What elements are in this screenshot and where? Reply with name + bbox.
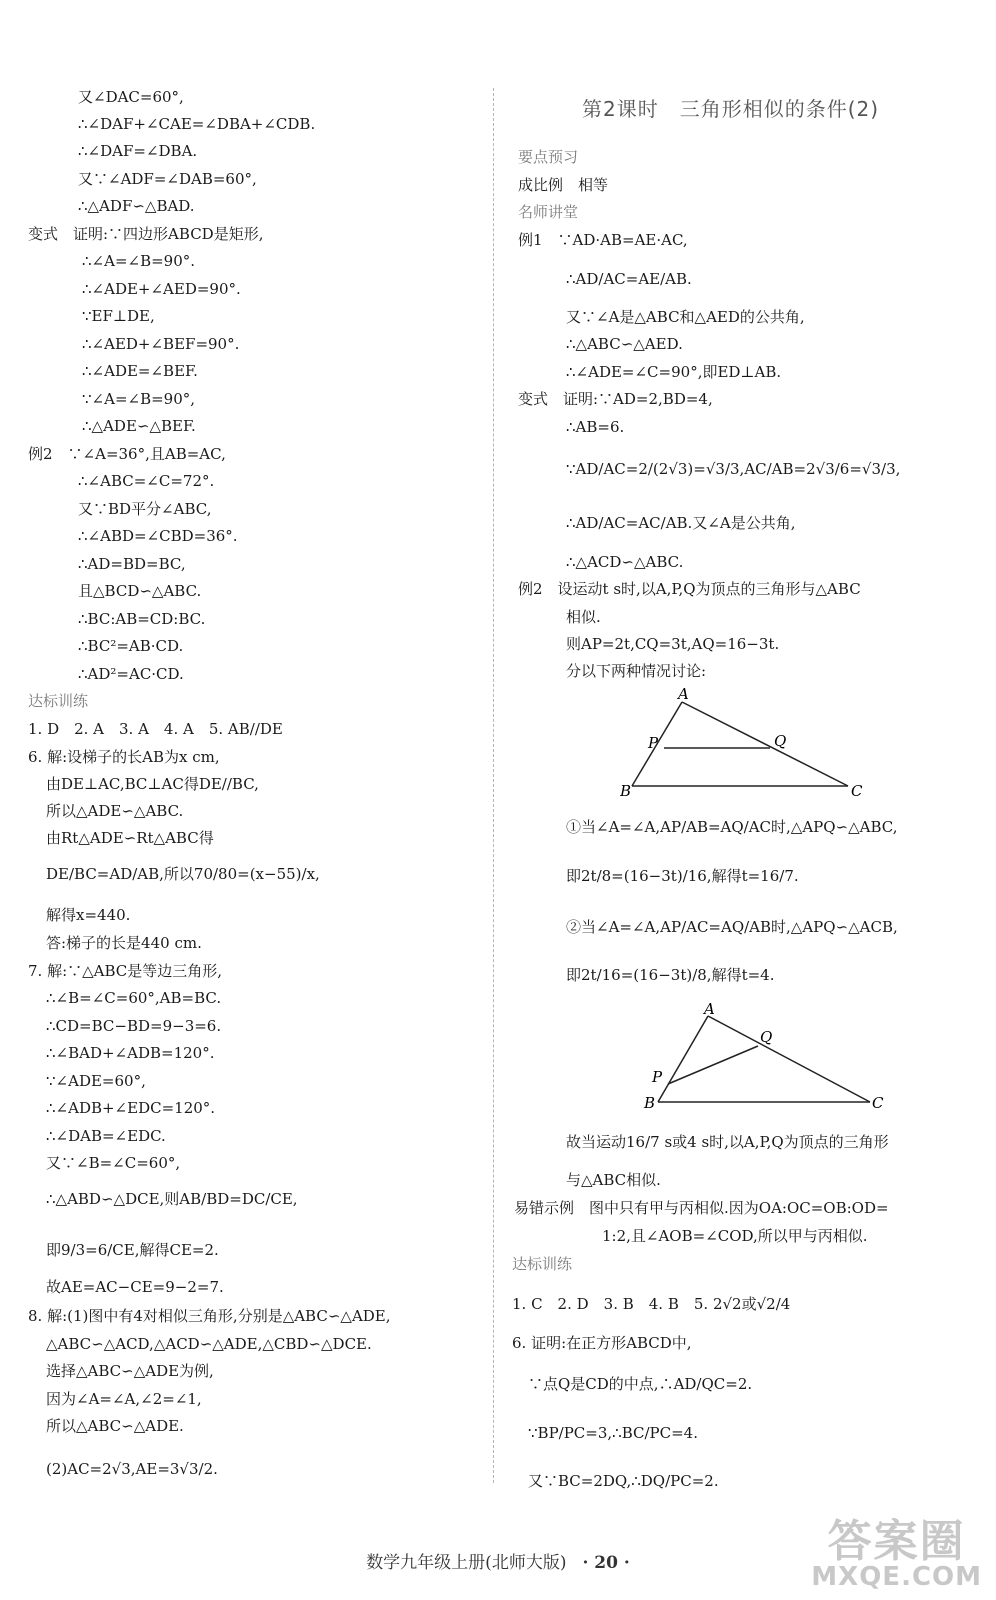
answer-line-14: 分以下两种情况讨论:	[566, 662, 707, 680]
answer-line-31: ∴∠B=∠C=60°,AB=BC.	[46, 989, 222, 1007]
answer-line-21: 易错示例 图中只有甲与丙相似.因为OA:OC=OB:OD=	[514, 1199, 889, 1217]
watermark-line-2: MXQE.COM	[811, 1562, 982, 1592]
fig2-label-q: Q	[760, 1028, 773, 1046]
fig1-label-c: C	[851, 782, 863, 800]
section-heading-2: 达标训练	[512, 1255, 573, 1273]
answer-line-11: ∵∠A=∠B=90°,	[82, 390, 196, 408]
answer-line-27: DE/BC=AD/AB,所以70/80=(x−55)/x,	[46, 865, 320, 883]
section-heading-0: 达标训练	[28, 692, 89, 710]
answer-line-0: 又∠DAC=60°,	[78, 88, 184, 106]
answer-line-6: ∴∠A=∠B=90°.	[82, 252, 196, 270]
answer-line-39: 即9/3=6/CE,解得CE=2.	[46, 1241, 219, 1259]
answer-line-25: ∵点Q是CD的中点,∴AD/QC=2.	[528, 1375, 753, 1393]
answer-line-43: 选择△ABC∽△ADE为例,	[46, 1362, 214, 1380]
answer-line-7: ∴AB=6.	[566, 418, 625, 436]
answer-line-20: ∴BC²=AB·CD.	[78, 637, 184, 655]
answer-line-15: ①当∠A=∠A,AP/AB=AQ/AC时,△APQ∽△ABC,	[566, 818, 898, 836]
section-heading-1: 名师讲堂	[518, 203, 579, 221]
answer-line-18: 且△BCD∽△ABC.	[78, 582, 202, 600]
answer-line-28: 解得x=440.	[46, 906, 131, 924]
answer-line-19: ∴BC:AB=CD:BC.	[78, 610, 206, 628]
answer-line-16: ∴∠ABD=∠CBD=36°.	[78, 527, 238, 545]
answer-line-19: 故当运动16/7 s或4 s时,以A,P,Q为顶点的三角形	[566, 1133, 889, 1151]
answer-line-15: 又∵BD平分∠ABC,	[78, 500, 212, 518]
fig1-label-a: A	[678, 686, 689, 703]
fig2-label-a: A	[704, 1002, 715, 1018]
answer-line-26: ∵BP/PC=3,∴BC/PC=4.	[528, 1424, 698, 1442]
answer-line-32: ∴CD=BC−BD=9−3=6.	[46, 1017, 222, 1035]
answer-line-25: 所以△ADE∽△ABC.	[46, 802, 184, 820]
answer-line-10: ∴△ACD∽△ABC.	[566, 553, 684, 571]
answer-line-8: ∵EF⊥DE,	[82, 307, 155, 325]
answer-line-17: ②当∠A=∠A,AP/AC=AQ/AB时,△APQ∽△ACB,	[566, 918, 898, 936]
answer-line-21: ∴AD²=AC·CD.	[78, 665, 184, 683]
answer-line-36: ∴∠DAB=∠EDC.	[46, 1127, 166, 1145]
answer-line-20: 与△ABC相似.	[566, 1171, 661, 1189]
answer-line-7: ∴∠ADE+∠AED=90°.	[82, 280, 241, 298]
fig2-label-p: P	[652, 1068, 663, 1086]
footer-book-title: 数学九年级上册(北师大版)	[366, 1553, 567, 1573]
answer-line-3: 又∵∠ADF=∠DAB=60°,	[78, 170, 257, 188]
triangle-figure-1	[620, 686, 870, 800]
section-heading-0: 要点预习	[518, 148, 579, 166]
answer-line-17: ∴AD=BD=BC,	[78, 555, 186, 573]
answer-line-6: 变式 证明:∵AD=2,BD=4,	[518, 390, 713, 408]
answer-line-11: 例2 设运动t s时,以A,P,Q为顶点的三角形与△ABC	[518, 580, 861, 598]
answer-line-14: ∴∠ABC=∠C=72°.	[78, 472, 215, 490]
answer-line-38: ∴△ABD∽△DCE,则AB/BD=DC/CE,	[46, 1190, 298, 1208]
answer-line-0: 成比例 相等	[518, 176, 609, 194]
answer-line-34: ∵∠ADE=60°,	[46, 1072, 146, 1090]
answer-line-24: 6. 证明:在正方形ABCD中,	[512, 1334, 692, 1352]
answer-line-29: 答:梯子的长是440 cm.	[46, 934, 202, 952]
answer-line-42: △ABC∽△ACD,△ACD∽△ADE,△CBD∽△DCE.	[46, 1335, 372, 1353]
answer-line-16: 即2t/8=(16−3t)/16,解得t=16/7.	[566, 867, 799, 885]
answer-line-44: 因为∠A=∠A,∠2=∠1,	[46, 1390, 202, 1408]
fig2-label-c: C	[872, 1094, 884, 1112]
answer-line-5: ∴∠ADE=∠C=90°,即ED⊥AB.	[566, 363, 782, 381]
answer-line-2: ∴∠DAF=∠DBA.	[78, 142, 198, 160]
answer-line-18: 即2t/16=(16−3t)/8,解得t=4.	[566, 966, 775, 984]
answer-line-23: 1. C 2. D 3. B 4. B 5. 2√2或√2/4	[512, 1295, 791, 1313]
answer-line-9: ∴∠AED+∠BEF=90°.	[82, 335, 240, 353]
answer-line-5: 变式 证明:∵四边形ABCD是矩形,	[28, 225, 264, 243]
answer-line-22: 1. D 2. A 3. A 4. A 5. AB//DE	[28, 720, 283, 738]
triangle-figure-2	[640, 1002, 890, 1116]
page-number: · 20 ·	[582, 1553, 630, 1573]
fig1-label-p: P	[648, 734, 659, 752]
answer-line-33: ∴∠BAD+∠ADB=120°.	[46, 1044, 215, 1062]
answer-line-37: 又∵∠B=∠C=60°,	[46, 1154, 181, 1172]
answer-line-12: 相似.	[566, 608, 601, 626]
answer-line-1: ∴∠DAF+∠CAE=∠DBA+∠CDB.	[78, 115, 316, 133]
fig1-label-q: Q	[774, 732, 787, 750]
answer-line-4: ∴△ABC∽△AED.	[566, 335, 683, 353]
answer-line-46: (2)AC=2√3,AE=3√3/2.	[46, 1460, 218, 1478]
answer-line-26: 由Rt△ADE∽Rt△ABC得	[46, 829, 214, 847]
answer-line-10: ∴∠ADE=∠BEF.	[82, 362, 198, 380]
lesson-title: 第2课时 三角形相似的条件(2)	[582, 97, 880, 121]
answer-line-12: ∴△ADE∽△BEF.	[82, 417, 196, 435]
answer-line-30: 7. 解:∵△ABC是等边三角形,	[28, 962, 223, 980]
fig1-label-b: B	[620, 782, 632, 800]
answer-line-27: 又∵BC=2DQ,∴DQ/PC=2.	[528, 1472, 719, 1490]
answer-line-4: ∴△ADF∽△BAD.	[78, 197, 195, 215]
answer-line-9: ∴AD/AC=AC/AB.又∠A是公共角,	[566, 514, 796, 532]
answer-line-1: 例1 ∵AD·AB=AE·AC,	[518, 231, 688, 249]
answer-line-13: 则AP=2t,CQ=3t,AQ=16−3t.	[566, 635, 780, 653]
fig2-label-b: B	[644, 1094, 656, 1112]
answer-line-23: 6. 解:设梯子的长AB为x cm,	[28, 748, 220, 766]
answer-line-35: ∴∠ADB+∠EDC=120°.	[46, 1099, 216, 1117]
column-divider	[493, 88, 494, 1483]
answer-line-22: 1:2,且∠AOB=∠COD,所以甲与丙相似.	[602, 1227, 868, 1245]
answer-line-3: 又∵∠A是△ABC和△AED的公共角,	[566, 308, 805, 326]
watermark-logo	[811, 1516, 982, 1592]
answer-line-24: 由DE⊥AC,BC⊥AC得DE//BC,	[46, 775, 259, 793]
answer-line-13: 例2 ∵∠A=36°,且AB=AC,	[28, 445, 226, 463]
answer-line-2: ∴AD/AC=AE/AB.	[566, 270, 692, 288]
answer-line-41: 8. 解:(1)图中有4对相似三角形,分别是△ABC∽△ADE,	[28, 1307, 391, 1325]
answer-line-45: 所以△ABC∽△ADE.	[46, 1417, 184, 1435]
watermark-line-1: 答案圈	[827, 1516, 966, 1567]
answer-line-8: ∵AD/AC=2/(2√3)=√3/3,AC/AB=2√3/6=√3/3,	[566, 460, 901, 478]
answer-line-40: 故AE=AC−CE=9−2=7.	[46, 1278, 224, 1296]
